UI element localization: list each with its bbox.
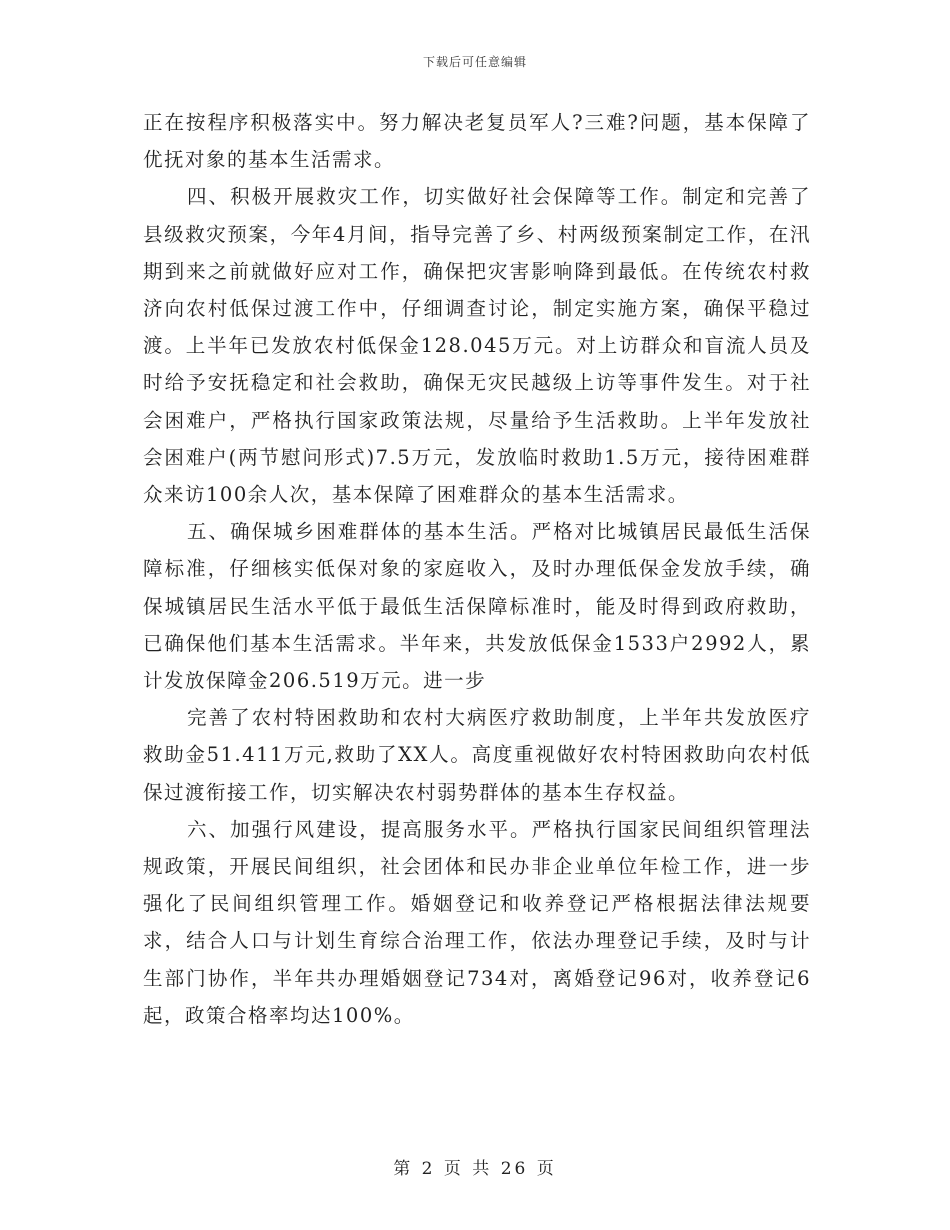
paragraph-1: 正在按程序积极落实中。努力解决老复员军人?三难?问题，基本保障了优抚对象的基本生活需求。 xyxy=(143,111,811,172)
page-header: 下载后可任意编辑 xyxy=(422,55,527,69)
paragraph-5: 六、加强行风建设，提高服务水平。严格执行国家民间组织管理法规政策，开展民间组织，社会团体和民办非企业单位年检工作，进一步强化了民间组织管理工作。婚姻登记和收养登记严格根据法律法规要求，结合人口与计划生育综合治理工作，依法办理登记手续，及时与计生部门协作，半年共办理婚姻登记734对，离婚登记96对，收养登记6起，政策合格率均达100%。 xyxy=(143,817,811,1027)
paragraph-2: 四、积极开展救灾工作，切实做好社会保障等工作。制定和完善了县级救灾预案，今年4月间，指导完善了乡、村两级预案制定工作，在汛期到来之前就做好应对工作，确保把灾害影响降到最低。在传统农村救济向农村低保过渡工作中，仔细调查讨论，制定实施方案，确保平稳过渡。上半年已发放农村低保金128.045万元。对上访群众和盲流人员及时给予安抚稳定和社会救助，确保无灾民越级上访等事件发生。对于社会困难户，严格执行国家政策法规，尽量给予生活救助。上半年发放社会困难户(两节慰问形式)7.5万元，发放临时救助1.5万元，接待困难群众来访100余人次，基本保障了困难群众的基本生活需求。 xyxy=(143,185,811,507)
page-footer: 第 2 页 共 26 页 xyxy=(393,1159,557,1179)
paragraph-4: 完善了农村特困救助和农村大病医疗救助制度，上半年共发放医疗救助金51.411万元,救助了XX人。高度重视做好农村特困救助向农村低保过渡衔接工作，切实解决农村弱势群体的基本生存权益。 xyxy=(143,706,811,804)
document-body xyxy=(143,104,811,1034)
paragraph-3: 五、确保城乡困难群体的基本生活。严格对比城镇居民最低生活保障标准，仔细核实低保对象的家庭收入，及时办理低保金发放手续，确保城镇居民生活水平低于最低生活保障标准时，能及时得到政府救助，已确保他们基本生活需求。半年来，共发放低保金1533户2992人，累计发放保障金206.519万元。进一步 xyxy=(143,520,811,693)
